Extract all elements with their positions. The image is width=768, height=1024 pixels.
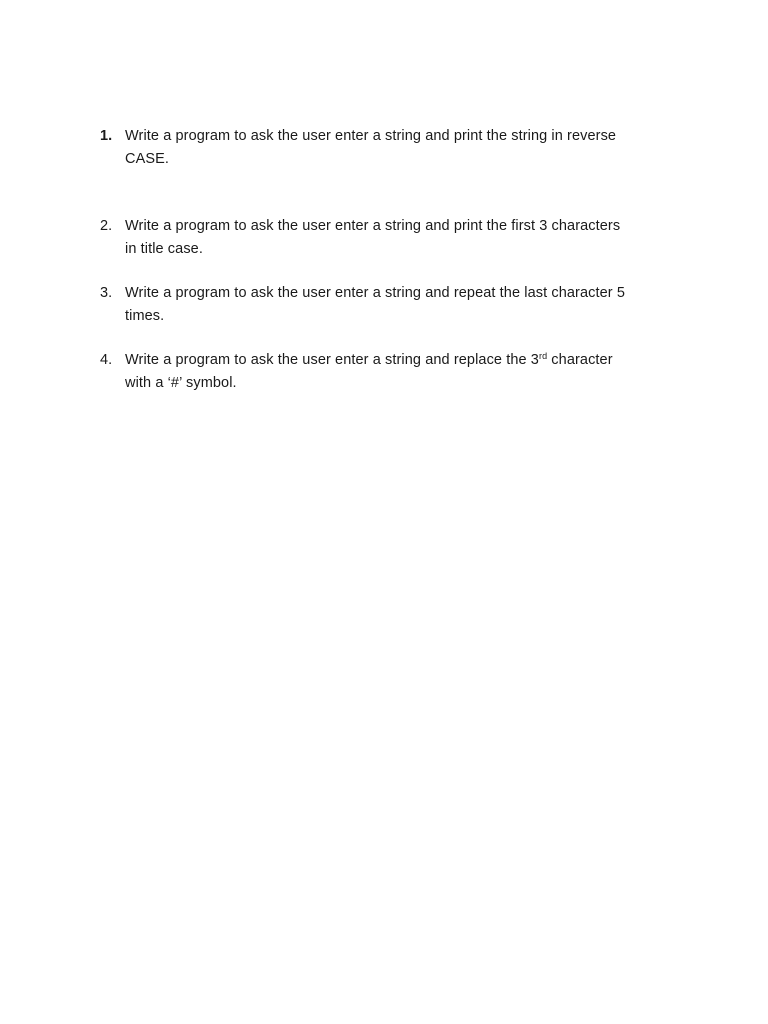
question-number: 4. [100, 352, 113, 368]
question-text-line [125, 352, 613, 368]
question-text-line: times. [125, 308, 165, 324]
question-text-line: Write a program to ask the user enter a string and repeat the last character 5 [125, 285, 625, 301]
question-text-line: with a ‘#’ symbol. [125, 375, 237, 391]
question-list [100, 125, 700, 395]
question-text-line: Write a program to ask the user enter a string and print the first 3 characters [125, 218, 621, 234]
question-text-line: in title case. [125, 241, 203, 257]
superscript-ordinal: rd [538, 351, 548, 361]
question-text-segment: Write a program to ask the user enter a string and replace the 3 [125, 352, 539, 368]
question-text-line: Write a program to ask the user enter a string and print the string in reverse [125, 128, 617, 144]
question-number: 2. [100, 218, 113, 234]
question-item [100, 215, 700, 261]
question-text-line: CASE. [125, 151, 170, 167]
question-text-segment: character [547, 352, 613, 368]
question-number: 3. [100, 285, 113, 301]
question-number: 1. [100, 128, 113, 144]
question-item [100, 125, 700, 171]
question-item [100, 349, 700, 395]
question-item [100, 282, 700, 328]
